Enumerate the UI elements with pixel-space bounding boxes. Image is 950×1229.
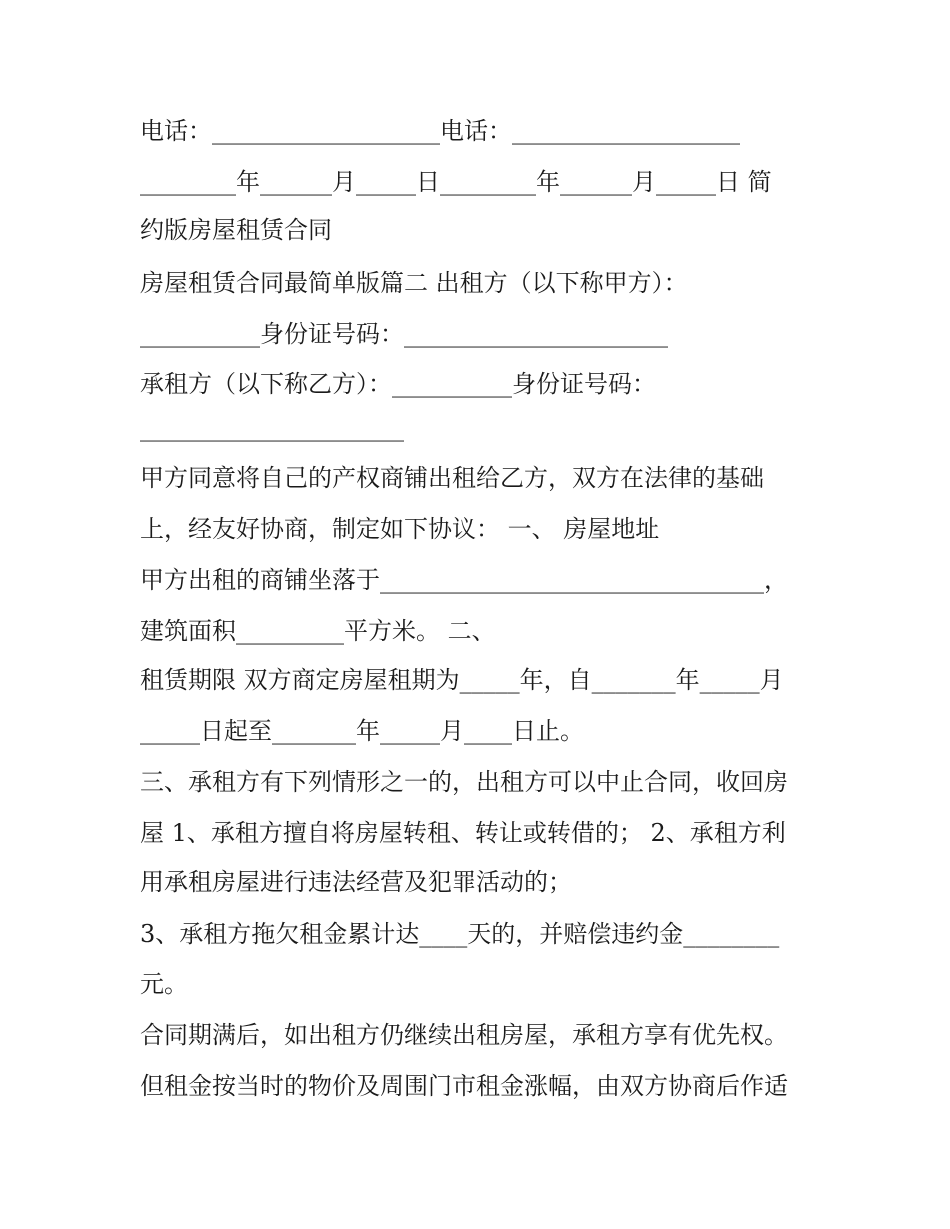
text-line-lessee-id-blank: ______________________ [140, 414, 404, 442]
text-line-area: 建筑面积_________平方米。 二、 [140, 617, 496, 645]
text-line-address: 甲方出租的商铺坐落于________________________________， [140, 566, 788, 594]
text-line-lessee: 承租方（以下称乙方）：__________身份证号码： [140, 370, 656, 398]
text-line-date: ________年______月_____日________年______月_____日 简 [140, 168, 772, 196]
text-line-clause-3: 三、承租方有下列情形之一的，出租方可以中止合同，收回房 [140, 768, 788, 796]
text-line-term-end: _____日起至_______年_____月____日止。 [140, 717, 584, 745]
text-line-agreement-intro: 甲方同意将自己的产权商铺出租给乙方，双方在法律的基础 [140, 464, 764, 492]
text-line-title-continued: 约版房屋租赁合同 [140, 216, 332, 244]
text-line-clause-3-item-3: 3、承租方拖欠租金累计达____天的，并赔偿违约金________ [140, 920, 780, 948]
text-line-phone: 电话：___________________电话：___________________ [140, 117, 740, 145]
text-line-rent-adjustment: 但租金按当时的物价及周围门市租金涨幅，由双方协商后作适 [140, 1072, 788, 1100]
text-line-renewal: 合同期满后，如出租方仍继续出租房屋，承租方享有优先权。 [140, 1021, 788, 1049]
text-line-agreement-clause-1: 上，经友好协商，制定如下协议： 一、 房屋地址 [140, 515, 660, 543]
text-line-currency: 元。 [140, 970, 188, 998]
text-line-section-heading: 房屋租赁合同最简单版篇二 出租方（以下称甲方）： [140, 269, 688, 297]
text-line-clause-3-item-2: 用承租房屋进行违法经营及犯罪活动的； [140, 868, 572, 896]
text-line-lessor-id: __________身份证号码：______________________ [140, 320, 668, 348]
text-line-term: 租赁期限 双方商定房屋租期为_____年，自_______年_____月 [140, 666, 784, 694]
text-line-clause-3-item-1: 屋 1、承租方擅自将房屋转租、转让或转借的； 2、承租方利 [140, 819, 786, 847]
